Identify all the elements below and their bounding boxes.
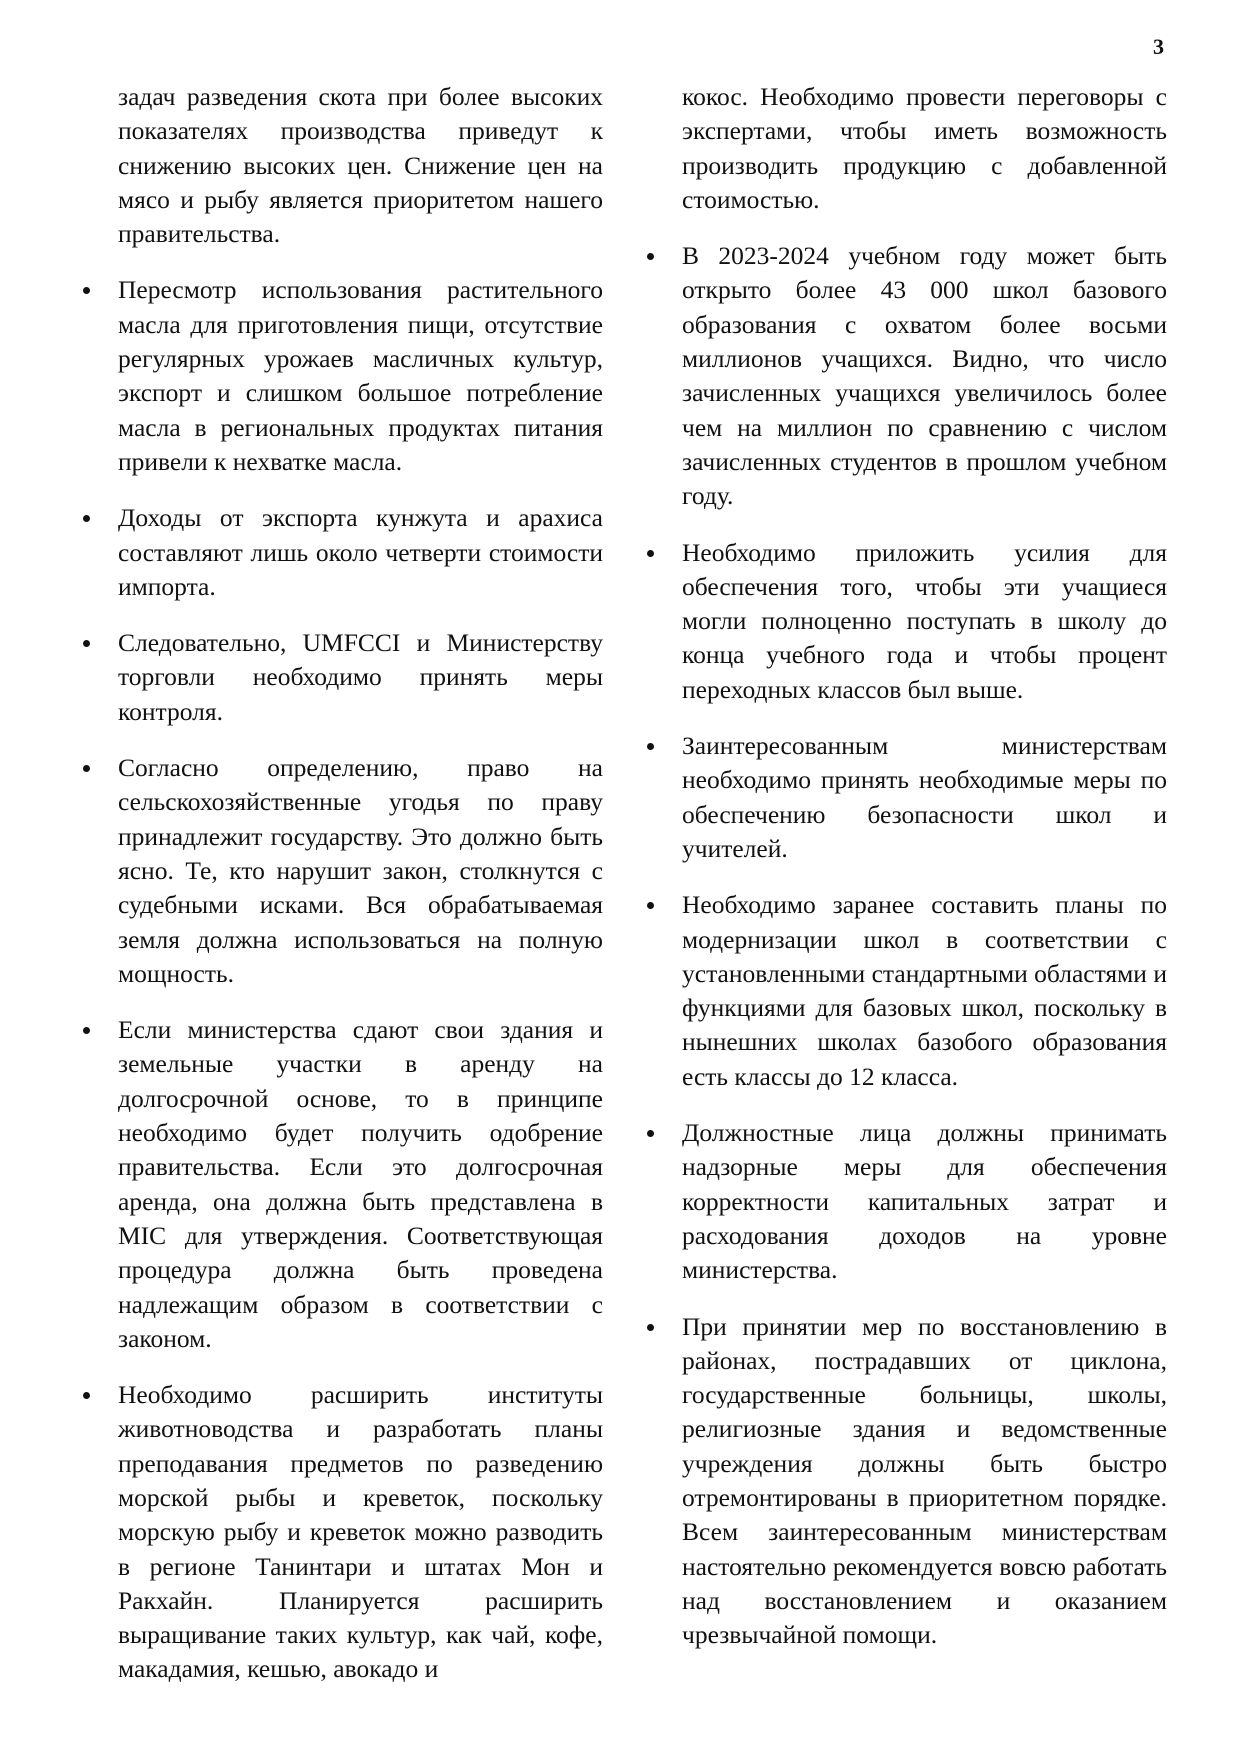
bullet-item: В 2023-2024 учебном году может быть открыто более 43 000 школ базового образования с охватом более восьми миллионов учащихся. Видно, что число зачисленных учащихся увеличилось более чем на миллион по сравнению с числом зачисленных студентов в прошлом учебном году. — [682, 239, 1167, 513]
bullet-item: При принятии мер по восстановлению в районах, пострадавших от циклона, государственные больницы, школы, религиозные здания и ведомственные учреждения должны быть быстро отремонтированы в приоритетном порядке. Всем заинтересованным министерствам настоятельно рекомендуется вовсю работать над восстановлением и оказанием чрезвычайной помощи. — [682, 1310, 1167, 1653]
page-number: 3 — [1153, 34, 1164, 59]
bullet-item: Необходимо расширить институты животноводства и разработать планы преподавания предметов по разведению морской рыбы и креветок, поскольку морскую рыбу и креветок можно разводить в регионе Танинтари и штатах Мон и Ракхайн. Планируется расширить выращивание таких культур, как чай, кофе, макадамия, кешью, авокадо и — [118, 1378, 603, 1687]
bullet-item: Должностные лица должны принимать надзорные меры для обеспечения корректности капитальных затрат и расходования доходов на уровне министерства. — [682, 1116, 1167, 1287]
bullet-item: Необходимо заранее составить планы по модернизации школ в соответствии с установленными стандартными областями и функциями для базовых школ, поскольку в нынешних школах базобого образования есть классы до 12 класса. — [682, 888, 1167, 1094]
bullet-item: Доходы от экспорта кунжута и арахиса составляют лишь около четверти стоимости импорта. — [118, 501, 603, 604]
paragraph-continuation: кокос. Необходимо провести переговоры с экспертами, чтобы иметь возможность производить продукцию с добавленной стоимостью. — [682, 82, 1167, 214]
bullet-item: Необходимо приложить усилия для обеспечения того, чтобы эти учащиеся могли полноценно поступать в школу до конца учебного года и чтобы процент переходных классов был выше. — [682, 536, 1167, 707]
bullet-item: Следовательно, UMFCCI и Министерству торговли необходимо принять меры контроля. — [118, 626, 603, 729]
bullet-item: Заинтересованным министерствам необходимо принять необходимые меры по обеспечению безопасности школ и учителей. — [682, 729, 1167, 866]
bullet-item: Если министерства сдают свои здания и земельные участки в аренду на долгосрочной основе, то в принципе необходимо будет получить одобрение правительства. Если это долгосрочная аренда, она должна быть представлена в MIC для утверждения. Соответствующая процедура должна быть проведена надлежащим образом в соответствии с законом. — [118, 1013, 603, 1356]
bullet-item: Согласно определению, право на сельскохозяйственные угодья по праву принадлежит государству. Это должно быть ясно. Те, кто нарушит закон, столкнутся с судебными исками. Вся обрабатываемая земля должна использоваться на полную мощность. — [118, 751, 603, 991]
left-column — [118, 80, 603, 1709]
right-column — [682, 80, 1167, 1674]
paragraph-continuation: задач разведения скота при более высоких показателях производства приведут к снижению высоких цен. Снижение цен на мясо и рыбу является приоритетом нашего правительства. — [118, 82, 603, 249]
bullet-item: Пересмотр использования растительного масла для приготовления пищи, отсутствие регулярных урожаев масличных культур, экспорт и слишком большое потребление масла в региональных продуктах питания привели к нехватке масла. — [118, 273, 603, 479]
